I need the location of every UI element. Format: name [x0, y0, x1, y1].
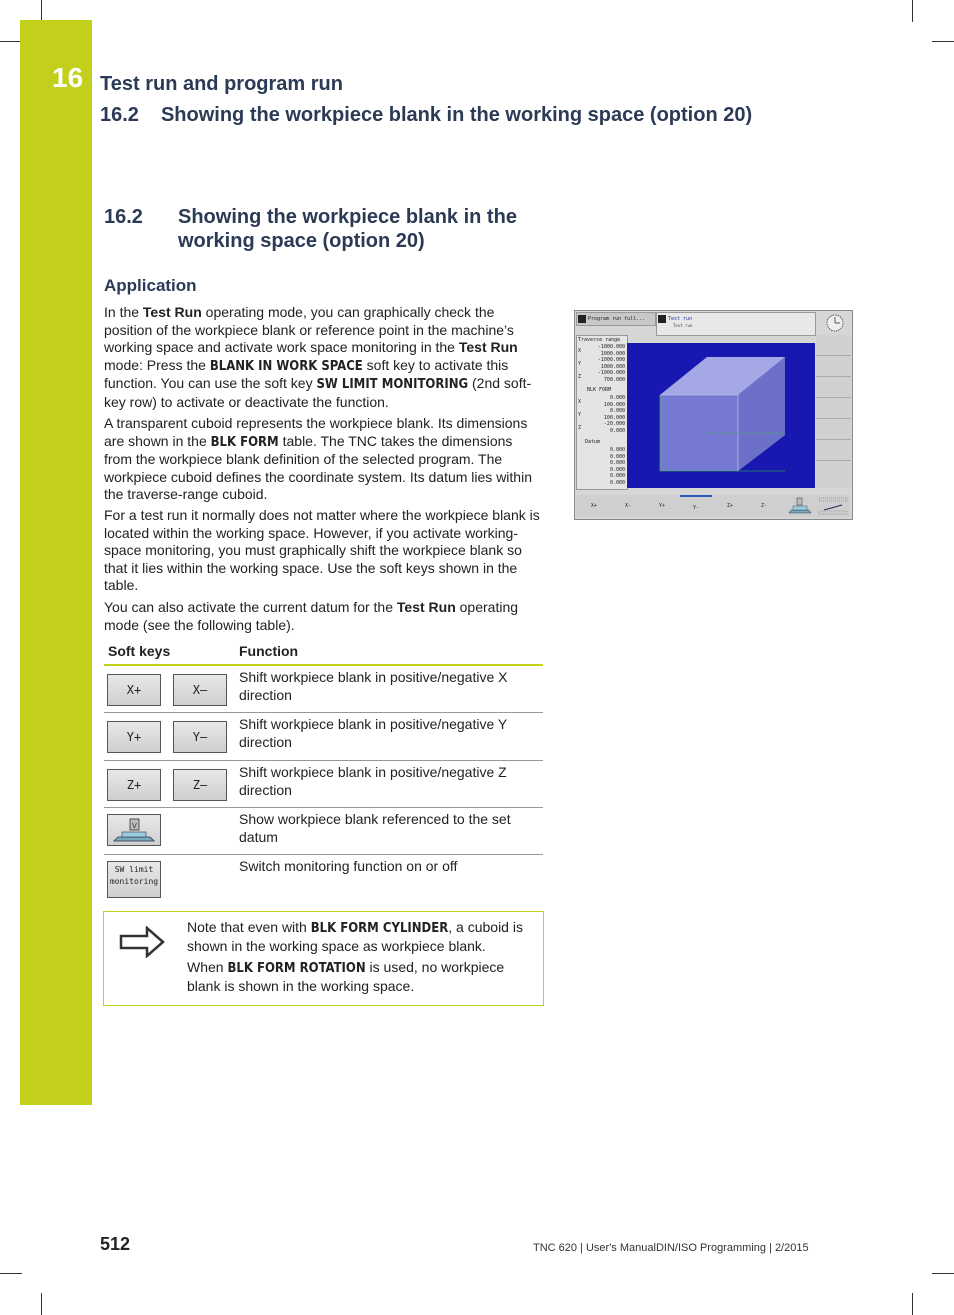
note-text [187, 919, 527, 995]
paragraph-3: For a test run it normally does not matter where the workpiece blank is located within the working space. However, if you activate working-space monitoring, you must graphically shift the workpiece blank so that it lies within the working space. Use the soft keys shown in the table. [104, 507, 540, 594]
softkey-y-minus[interactable]: Y– [173, 721, 227, 753]
axis-label: X [578, 348, 582, 354]
running-header: 16.2 Showing the workpiece blank in the working space (option 20) [100, 104, 753, 126]
crop-mark [932, 1273, 954, 1274]
value: 700.000 [603, 376, 625, 383]
softkey-y-plus[interactable]: Y+ [658, 503, 666, 509]
mode-tab-test-run[interactable] [656, 312, 816, 336]
clock-icon [820, 312, 850, 334]
traverse-title: Traverse range [578, 337, 621, 343]
application-heading: Application [104, 276, 197, 295]
value: -20.000 [603, 421, 625, 427]
value: 100.000 [603, 401, 625, 408]
traverse-values [587, 344, 625, 383]
note-p1: Note that even with BLK FORM CYLINDER, a cuboid is shown in the working space as workpiece blank. [187, 919, 523, 954]
datum-values [587, 447, 625, 486]
function-text: Show workpiece blank referenced to the set datum [239, 811, 511, 845]
value: 0.000 [609, 447, 625, 453]
vertical-softkey-bar [816, 335, 851, 488]
blk-values [587, 395, 625, 434]
softkey-row [576, 495, 850, 517]
value: 0.000 [609, 395, 625, 401]
footer-text: TNC 620 | User's ManualDIN/ISO Programming | 2/2015 [533, 1242, 809, 1254]
vertical-softkey[interactable] [816, 335, 851, 356]
divider [185, 912, 186, 1005]
value: 0.000 [609, 453, 625, 460]
softkey-sw-limit-monitoring[interactable]: SW limit monitoring [107, 861, 161, 898]
softkey-x-plus[interactable]: X+ [107, 674, 161, 706]
workspace-cuboid-graphic [627, 343, 815, 488]
value: 0.000 [609, 427, 625, 434]
mode-label: Test run [668, 316, 693, 322]
chapter-sidebar [20, 20, 92, 1105]
softkey-x-minus[interactable]: X- [624, 503, 632, 509]
value: 0.000 [609, 473, 625, 479]
value: -1000.000 [597, 357, 625, 363]
vertical-softkey[interactable] [816, 440, 851, 461]
value: -1000.000 [597, 344, 625, 350]
vertical-softkey[interactable] [816, 419, 851, 440]
datum-title: Datum [585, 439, 601, 445]
crop-mark [0, 1273, 22, 1274]
value: 1000.000 [600, 363, 625, 370]
table-row [104, 855, 543, 913]
softkey-x-plus[interactable]: X+ [590, 503, 598, 509]
table-row [104, 808, 543, 855]
vertical-softkey[interactable] [816, 461, 851, 481]
mode-icon [578, 315, 586, 323]
function-text: Shift workpiece blank in positive/negative Y direction [239, 716, 507, 750]
crop-mark [912, 0, 913, 22]
softkey-x-minus[interactable]: X– [173, 674, 227, 706]
crop-mark [0, 41, 22, 42]
mode-sublabel: Test run [673, 323, 693, 328]
axis-labels [578, 345, 581, 384]
value: -1000.000 [597, 370, 625, 376]
svg-text:V: V [132, 822, 137, 830]
softkey-z-plus[interactable]: Z+ [107, 769, 161, 801]
arrow-right-icon [119, 926, 165, 958]
mode-tab-program-run[interactable] [576, 312, 656, 326]
note-box [103, 911, 544, 1006]
paragraph-1: In the Test Run operating mode, you can graphically check the position of the workpiece blank or reference point in the machine’s working space and activate work space monitoring in the Test Run mode: Press the BLANK IN WORK SPACE soft key to activate this function. You can use the soft key SW LIMIT MONITORING (2nd soft-key row) to activate or deactivate the function. [104, 304, 532, 410]
softkey-z-minus[interactable]: Z– [173, 769, 227, 801]
function-text: Shift workpiece blank in positive/negative X direction [239, 669, 508, 703]
crop-mark [41, 0, 42, 22]
value: 0.000 [609, 479, 625, 486]
header-function: Function [239, 643, 299, 659]
mode-label: Program run full... [588, 316, 646, 322]
chapter-number: 16 [52, 62, 84, 93]
axis-label: X [578, 399, 582, 405]
crop-mark [912, 1293, 913, 1315]
page-number: 512 [100, 1234, 131, 1254]
value: 0.000 [609, 460, 625, 466]
softkey-y-plus[interactable]: Y+ [107, 721, 161, 753]
vertical-softkey[interactable] [816, 398, 851, 419]
softkey-z-minus[interactable]: Z- [760, 503, 768, 509]
table-row [104, 713, 543, 761]
function-text: Switch monitoring function on or off [239, 858, 458, 874]
softkey-y-minus[interactable]: Y- [680, 495, 712, 516]
vertical-softkey[interactable] [816, 356, 851, 377]
softkey-table [104, 640, 543, 913]
tnc-screenshot [574, 310, 853, 520]
softkey-z-plus[interactable]: Z+ [726, 503, 734, 509]
graphics-view [627, 343, 815, 488]
mode-icon [658, 315, 666, 323]
table-row [104, 666, 543, 713]
axis-label: Z [578, 425, 582, 431]
axis-labels [578, 396, 581, 435]
chapter-title: Test run and program run [100, 73, 343, 95]
axis-label: Y [578, 412, 582, 418]
axis-label: Y [578, 361, 582, 367]
vertical-softkey[interactable] [816, 377, 851, 398]
crop-mark [932, 41, 954, 42]
axis-label: Z [578, 374, 582, 380]
paragraph-2: A transparent cuboid represents the workpiece blank. Its dimensions are shown in the BLK FORM table. The TNC takes the dimensions from the workpiece blank definition of the selected program. The workpiece cuboid defines the coordinate system. Its datum lies within the traverse-range cuboid. [104, 415, 532, 503]
function-text: Shift workpiece blank in positive/negative Z direction [239, 764, 507, 798]
table-row [104, 761, 543, 808]
value: 100.000 [603, 414, 625, 421]
note-p2: When BLK FORM ROTATION is used, no workpiece blank is shown in the working space. [187, 959, 505, 994]
blk-title: BLK FORM [587, 387, 612, 393]
crop-mark [41, 1293, 42, 1315]
paragraph-4: You can also activate the current datum for the Test Run operating mode (see the following table). [104, 599, 519, 633]
value: 0.000 [609, 466, 625, 473]
header-softkeys: Soft keys [108, 643, 171, 659]
sw-limit-monitoring-icon[interactable] [818, 496, 848, 516]
data-panel [576, 335, 628, 490]
value: 0.000 [609, 408, 625, 414]
workpiece-datum-icon[interactable] [788, 496, 812, 516]
softkey-datum-blank[interactable] [107, 814, 161, 846]
table-header [104, 640, 543, 666]
value: 1000.000 [600, 350, 625, 357]
workpiece-datum-icon [108, 815, 160, 845]
